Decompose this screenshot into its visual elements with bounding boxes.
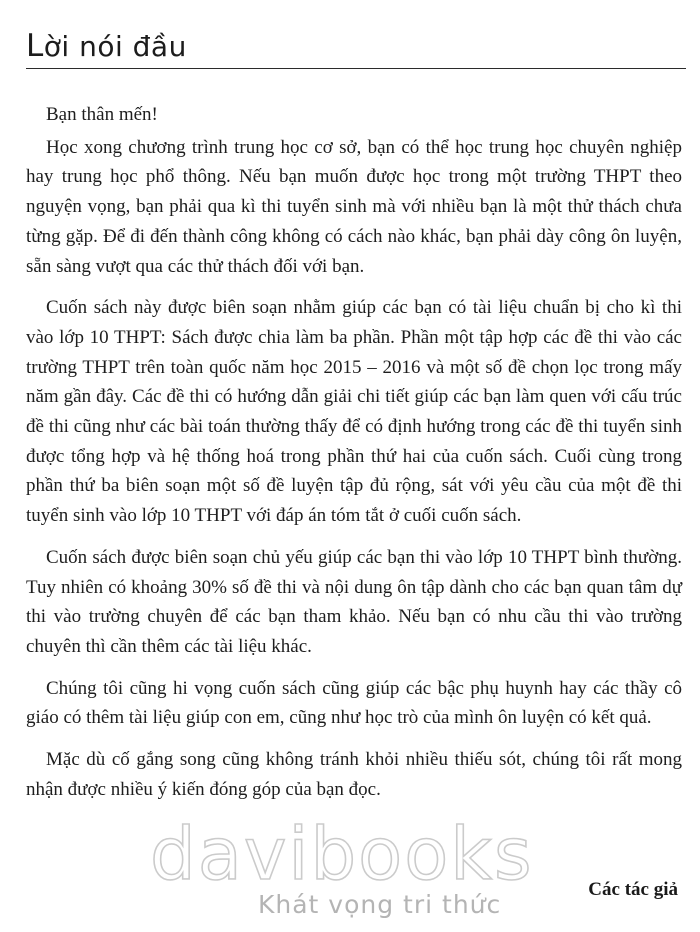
paragraph-2: Cuốn sách này được biên soạn nhằm giúp các bạn có tài liệu chuẩn bị cho kì thi vào lớp 10 THPT: Sách được chia làm ba phần. Phần một tập hợp các đề thi vào các trường THPT trên toàn quốc năm học 2015 – 2016 và một số đề chọn lọc trong mấy năm gần đây. Các đề thi có hướng dẫn giải chi tiết giúp các bạn làm quen với cấu trúc đề thi cũng như các bài toán thường thấy để có định hướng trong các đề thi tuyển sinh được tổng hợp và hệ thống hoá trong phần thứ hai của cuốn sách. Cuối cùng trong phần thứ ba biên soạn một số đề luyện tập đủ rộng, sát với yêu cầu của một đề thi tuyển sinh vào lớp 10 THPT với đáp án tóm tắt ở cuối cuốn sách. [26, 297, 682, 527]
watermark-logo: davibooks [150, 812, 534, 896]
page-title-rest: ời nói đầu [43, 30, 187, 63]
title-underline [26, 68, 686, 69]
page-title-initial: L [26, 28, 44, 64]
signature: Các tác giả [588, 879, 678, 900]
paragraph-3: Cuốn sách được biên soạn chủ yếu giúp các bạn thi vào lớp 10 THPT bình thường. Tuy nhiên có khoảng 30% số đề thi và nội dung ôn tập dành cho các bạn quan tâm dự thi vào trường chuyên để các bạn tham khảo. Nếu bạn có nhu cầu thi vào trường chuyên thì cần thêm các tài liệu khác. [26, 546, 682, 657]
foreword-body [26, 100, 682, 816]
paragraph-1: Học xong chương trình trung học cơ sở, bạn có thể học trung học chuyên nghiệp hay trung học phổ thông. Nếu bạn muốn được học trong một trường THPT theo nguyện vọng, bạn phải qua kì thi tuyển sinh mà với nhiều bạn là một thử thách chưa từng gặp. Để đi đến thành công không có cách nào khác, bạn phải dày công ôn luyện, sẵn sàng vượt qua các thử thách đối với bạn. [26, 136, 682, 277]
page-title [26, 28, 187, 64]
greeting: Bạn thân mến! [46, 104, 158, 125]
watermark-tagline: Khát vọng tri thức [258, 890, 502, 919]
paragraph-5: Mặc dù cố gắng song cũng không tránh khỏi nhiều thiếu sót, chúng tôi rất mong nhận được nhiều ý kiến đóng góp của bạn đọc. [26, 749, 682, 800]
paragraph-4: Chúng tôi cũng hi vọng cuốn sách cũng giúp các bậc phụ huynh hay các thầy cô giáo có thêm tài liệu giúp con em, cũng như học trò của mình ôn luyện có kết quả. [26, 677, 682, 729]
